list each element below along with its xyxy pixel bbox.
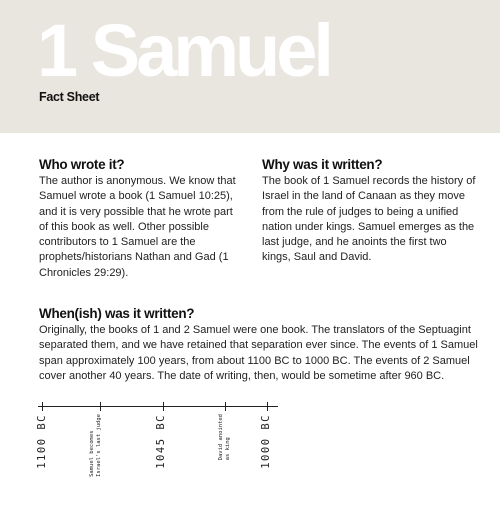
timeline-label-samuel: Samuel becomes Israel's last judge xyxy=(89,414,102,477)
section-heading: Who wrote it? xyxy=(39,157,125,172)
timeline-label-1100bc: 1100 BC xyxy=(36,414,48,469)
timeline-tick xyxy=(267,402,268,411)
section-who-wrote-it xyxy=(39,157,244,281)
header-banner xyxy=(0,0,500,133)
section-when-written xyxy=(39,306,479,384)
timeline-label-1000bc: 1000 BC xyxy=(260,414,272,469)
section-why-written xyxy=(262,157,477,266)
timeline-tick xyxy=(225,402,226,411)
section-body: The author is anonymous. We know that Samuel wrote a book (1 Samuel 10:25), and it is very possible that he wrote part of this book as well. Other possible contributors to 1 Samuel are the prophets/historians Nathan and Gad (1 Chronicles 29:29). xyxy=(39,175,236,279)
section-heading: Why was it written? xyxy=(262,157,383,172)
section-body: The book of 1 Samuel records the history of Israel in the land of Canaan as they move from the rule of judges to being a unified nation under kings. Samuel emerges as the last judge, and he anoints the first two kings, Saul and David. xyxy=(262,175,476,264)
timeline-label-david: David anointed as king xyxy=(218,414,231,461)
section-body: Originally, the books of 1 and 2 Samuel were one book. The translators of the Septuagint separated them, and we have retained that separation ever since. The events of 1 Samuel span approximately 100 years, from about 1100 BC to 1000 BC. The events of 2 Samuel cover another 40 years. The date of writing, then, would be sometime after 960 BC. xyxy=(39,324,478,382)
section-heading: When(ish) was it written? xyxy=(39,306,195,321)
timeline-label-1045bc: 1045 BC xyxy=(155,414,167,469)
timeline-tick xyxy=(100,402,101,411)
page-title: 1 Samuel xyxy=(37,9,330,92)
timeline-tick xyxy=(163,402,164,411)
page-subtitle: Fact Sheet xyxy=(39,90,100,104)
timeline xyxy=(38,400,283,480)
timeline-axis xyxy=(38,406,278,407)
timeline-tick xyxy=(42,402,43,411)
